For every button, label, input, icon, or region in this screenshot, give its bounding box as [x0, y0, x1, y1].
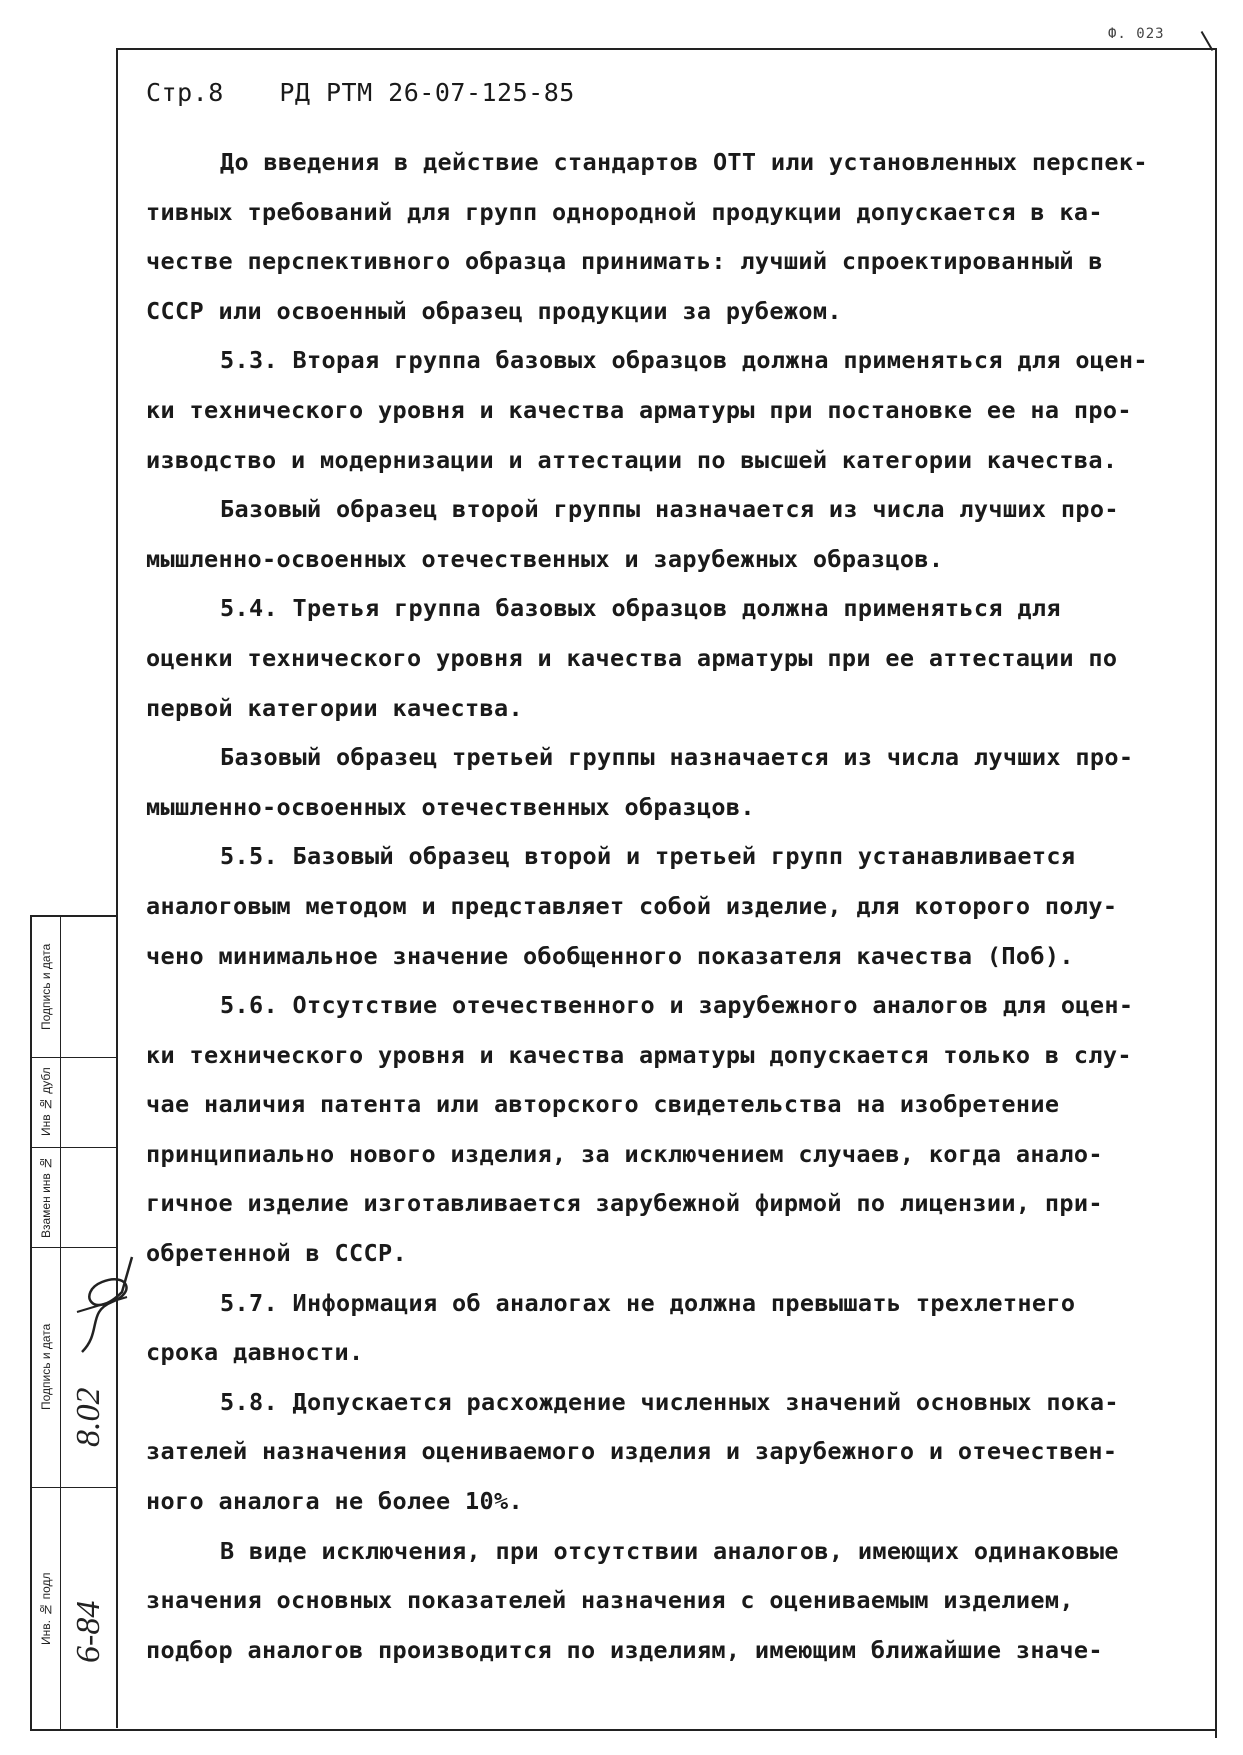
text-line: принципиально нового изделия, за исключением случаев, когда анало- — [146, 1139, 1103, 1168]
text-line: До введения в действие стандартов ОТТ или установленных перспек- — [220, 148, 1148, 176]
sidebar-label-duplicate-inv: Инв № дубл — [39, 1067, 53, 1137]
text-line: ного аналога не более 10%. — [146, 1487, 523, 1516]
text-line: 5.5. Базовый образец второй и третьей групп устанавливается — [220, 842, 1076, 871]
text-line: 5.6. Отсутствие отечественного и зарубежного аналогов для оцен- — [220, 991, 1134, 1020]
text-line: обретенной в СССР. — [146, 1239, 407, 1268]
text-line: чено минимальное значение обобщенного показателя качества (Поб). — [146, 941, 1074, 970]
text-line: первой категории качества. — [146, 693, 523, 722]
sidebar-label-original-inv: Инв. № подл — [39, 1572, 53, 1646]
text-line: аналоговым методом и представляет собой изделие, для которого полу- — [146, 891, 1118, 920]
sidebar-signature-date: 8.02 — [70, 1387, 107, 1447]
frame-right-border — [1215, 48, 1217, 1738]
text-line: тивных требований для групп однородной продукции допускается в ка- — [146, 197, 1103, 226]
text-line: ки технического уровня и качества арматуры при постановке ее на про- — [146, 395, 1132, 424]
sidebar-inventory-number: 6-84 — [70, 1600, 107, 1664]
document-body — [146, 138, 1196, 1675]
frame-left-border — [116, 48, 118, 1728]
frame-bottom-border — [30, 1729, 1216, 1731]
text-line: Базовый образец третьей группы назначается из числа лучших про- — [220, 743, 1134, 772]
document-code: РД РТМ 26-07-125-85 — [279, 78, 575, 107]
handwritten-signature — [72, 1252, 142, 1362]
text-line: значения основных показателей назначения с оцениваемым изделием, — [146, 1586, 1074, 1615]
text-line: мышленно-освоенных отечественных образцов. — [146, 792, 755, 821]
text-line: подбор аналогов производится по изделиям, имеющим ближайшие значе- — [146, 1635, 1103, 1664]
text-line: СССР или освоенный образец продукции за рубежом. — [146, 296, 842, 325]
text-line: ки технического уровня и качества арматуры допускается только в слу- — [146, 1040, 1132, 1069]
stamp-sidebar — [30, 915, 116, 1731]
sidebar-label-replacement-inv: Взамен инв № — [39, 1155, 53, 1239]
text-line: изводство и модернизации и аттестации по высшей категории качества. — [146, 445, 1118, 474]
text-line: 5.4. Третья группа базовых образцов должна применяться для — [220, 594, 1061, 623]
page-header — [146, 78, 615, 107]
text-line: чае наличия патента или авторского свидетельства на изобретение — [146, 1090, 1060, 1119]
sidebar-column-divider — [60, 917, 61, 1731]
text-line: 5.8. Допускается расхождение численных значений основных пока- — [220, 1387, 1119, 1416]
frame-top-border — [118, 48, 1216, 50]
sidebar-label-signature-date: Подпись и дата — [39, 1323, 53, 1411]
text-line: оценки технического уровня и качества арматуры при ее аттестации по — [146, 643, 1118, 672]
text-line: Базовый образец второй группы назначается из числа лучших про- — [220, 495, 1119, 524]
page-number: Стр.8 — [146, 78, 224, 107]
text-line: 5.7. Информация об аналогах не должна превышать трехлетнего — [220, 1288, 1076, 1317]
text-line: зателей назначения оцениваемого изделия и зарубежного и отечествен- — [146, 1437, 1118, 1466]
sidebar-label-signature-date-top: Подпись и дата — [39, 943, 53, 1031]
text-line: срока давности. — [146, 1338, 364, 1367]
text-line: гичное изделие изготавливается зарубежной фирмой по лицензии, при- — [146, 1189, 1103, 1218]
text-line: мышленно-освоенных отечественных и зарубежных образцов. — [146, 544, 944, 573]
form-code: Ф. 023 — [1108, 26, 1165, 42]
text-line: 5.3. Вторая группа базовых образцов должна применяться для оцен- — [220, 346, 1148, 375]
text-line: В виде исключения, при отсутствии аналогов, имеющих одинаковые — [220, 1536, 1119, 1565]
text-line: честве перспективного образца принимать: лучший спроектированный в — [146, 247, 1103, 276]
